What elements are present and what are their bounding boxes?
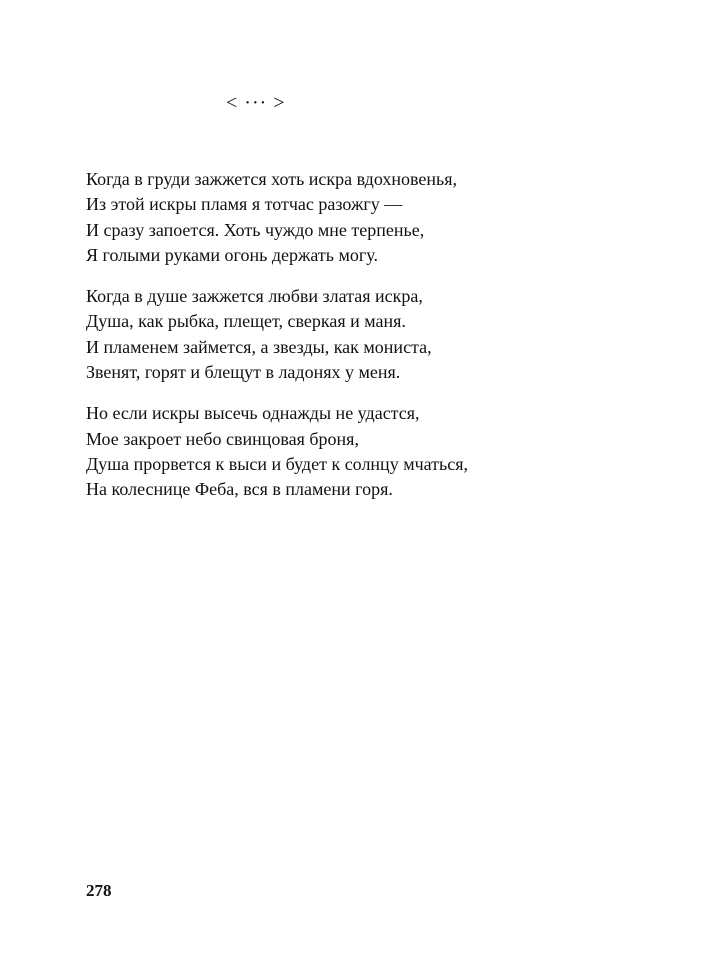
poem-line: Душа, как рыбка, плещет, сверкая и маня. bbox=[86, 311, 406, 332]
poem-line: Когда в груди зажжется хоть искра вдохновенья, bbox=[86, 169, 458, 189]
stanza-2 bbox=[86, 284, 646, 385]
stanza-3 bbox=[86, 401, 646, 502]
poem-line: И пламенем займется, а звезды, как мониста, bbox=[86, 336, 432, 357]
poem-line: Звенят, горят и блещут в ладонях у меня. bbox=[86, 362, 401, 383]
poem-text bbox=[86, 167, 646, 519]
poem-line: Из этой искры пламя я тотчас разожгу — bbox=[86, 194, 403, 215]
poem-line: Мое закроет небо свинцовая броня, bbox=[86, 428, 359, 449]
poem-line: Когда в душе зажжется любви златая искра, bbox=[86, 286, 423, 307]
section-marker: < ··· > bbox=[226, 92, 286, 114]
stanza-1 bbox=[86, 167, 646, 268]
poem-line: Но если искры высечь однажды не удастся, bbox=[86, 403, 420, 424]
poem-line: И сразу запоется. Хоть чуждо мне терпенье, bbox=[86, 219, 425, 240]
poem-line: Душа прорвется к выси и будет к солнцу мчаться, bbox=[86, 453, 468, 474]
poem-line: Я голыми руками огонь держать могу. bbox=[86, 244, 378, 265]
page-number: 278 bbox=[86, 881, 112, 900]
poem-line: На колеснице Феба, вся в пламени горя. bbox=[86, 479, 393, 500]
